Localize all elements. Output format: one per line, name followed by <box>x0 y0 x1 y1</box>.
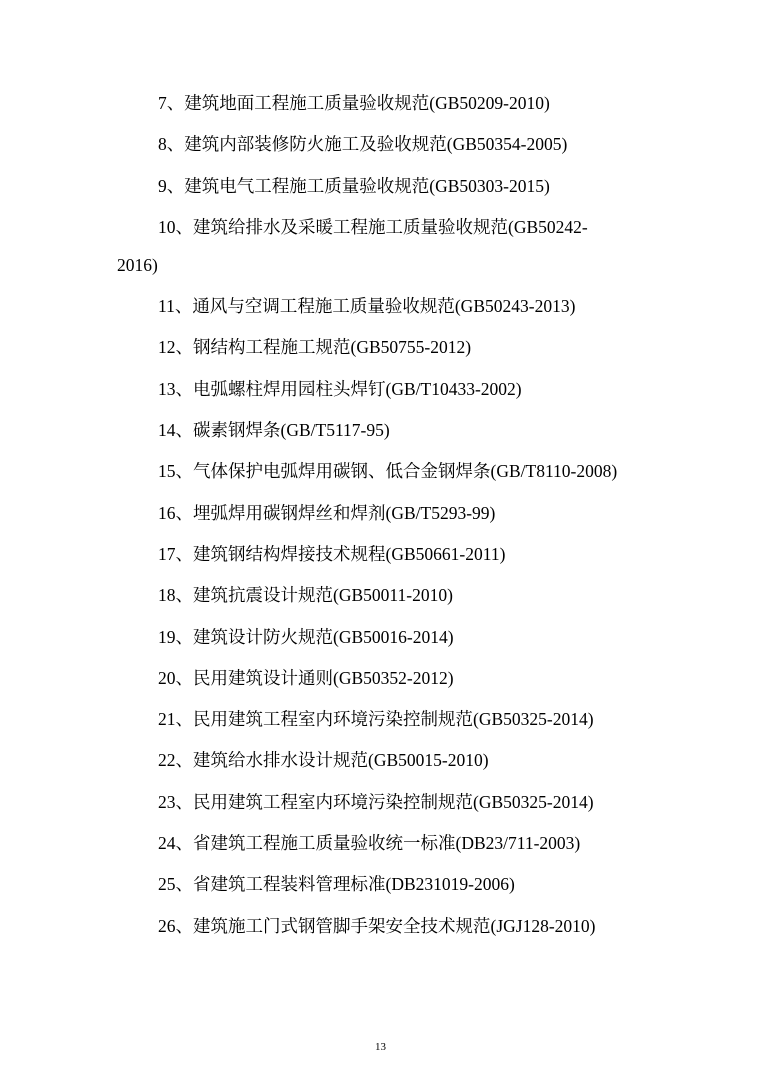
list-item <box>0 217 761 275</box>
list-item-line: 2016) <box>117 254 158 275</box>
list-item: 15、气体保护电弧焊用碳钢、低合金钢焊条(GB/T8110-2008) <box>158 461 618 482</box>
list-item: 9、建筑电气工程施工质量验收规范(GB50303-2015) <box>158 175 550 196</box>
list-item: 21、民用建筑工程室内环境污染控制规范(GB50325-2014) <box>158 709 594 730</box>
list-item: 18、建筑抗震设计规范(GB50011-2010) <box>158 585 453 606</box>
list-item-line: 10、建筑给排水及采暖工程施工质量验收规范(GB50242- <box>158 216 588 237</box>
list-item: 20、民用建筑设计通则(GB50352-2012) <box>158 667 454 688</box>
list-item: 26、建筑施工门式钢管脚手架安全技术规范(JGJ128-2010) <box>158 915 596 936</box>
page-number: 13 <box>375 1041 386 1053</box>
list-item: 25、省建筑工程装料管理标准(DB231019-2006) <box>158 874 515 895</box>
list-item: 7、建筑地面工程施工质量验收规范(GB50209-2010) <box>158 93 550 113</box>
list-item: 16、埋弧焊用碳钢焊丝和焊剂(GB/T5293-99) <box>158 502 496 523</box>
list-item: 19、建筑设计防火规范(GB50016-2014) <box>158 626 454 647</box>
list-item: 23、民用建筑工程室内环境污染控制规范(GB50325-2014) <box>158 791 594 812</box>
standards-list <box>0 93 761 957</box>
list-item: 8、建筑内部装修防火施工及验收规范(GB50354-2005) <box>158 134 568 155</box>
list-item: 22、建筑给水排水设计规范(GB50015-2010) <box>158 750 489 771</box>
list-item: 24、省建筑工程施工质量验收统一标准(DB23/711-2003) <box>158 833 581 854</box>
list-item: 14、碳素钢焊条(GB/T5117-95) <box>158 420 390 441</box>
list-item: 12、钢结构工程施工规范(GB50755-2012) <box>158 337 472 358</box>
list-item: 13、电弧螺柱焊用园柱头焊钉(GB/T10433-2002) <box>158 378 522 399</box>
list-item: 17、建筑钢结构焊接技术规程(GB50661-2011) <box>158 543 506 564</box>
list-item: 11、通风与空调工程施工质量验收规范(GB50243-2013) <box>158 296 576 317</box>
